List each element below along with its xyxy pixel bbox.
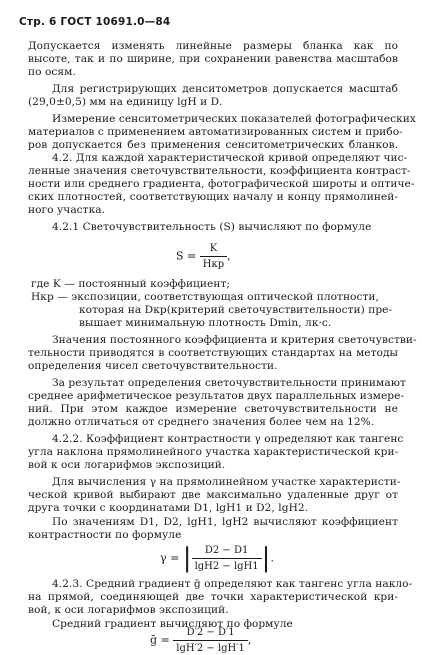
text-line: на прямой, соединяющей две точки характеристической кри- bbox=[28, 591, 398, 603]
text-line: которая на Dкр(критерий светочувствительности) пре- bbox=[79, 304, 393, 316]
text-line: ров допускается без применения сенситометрических бланков. bbox=[28, 139, 398, 151]
text-line: определения чисел светочувствительности. bbox=[28, 360, 278, 372]
text-line: должно отличаться от среднего значения более чем на 12%. bbox=[28, 416, 375, 428]
text-line: материалов с применением автоматизированных систем и прибо- bbox=[28, 126, 403, 138]
formula-mean-gradient: ḡ = $\frac{D'2 - D'1}{\lg H'2 - \lg H'1}$ , bbox=[150, 627, 252, 654]
text-line: угла наклона прямолинейного участка характеристической кри- bbox=[28, 446, 399, 458]
text-line: где K — постоянный коэффициент; bbox=[31, 278, 230, 290]
text-line: За результат определения светочувствительности принимают bbox=[52, 377, 406, 389]
formula-s: S = $\frac{K}{\text{Hкр}}$ , bbox=[176, 243, 231, 270]
text-line: друга точки с координатами D1, lgH1 и D2, lgH2. bbox=[28, 502, 309, 514]
formula-gamma: γ = | $\frac{D2 - D1}{\lg H2 - \lg H1}$ |. bbox=[160, 543, 274, 574]
page-header: Стр. 6 ГОСТ 10691.0—84 bbox=[19, 16, 171, 28]
text-line: ности или среднего градиента, фотографической широты и оптиче- bbox=[28, 178, 415, 190]
text-line: Значения постоянного коэффициента и критерия светочувстви- bbox=[52, 334, 417, 346]
text-line: Измерение сенситометрических показателей фотографических bbox=[52, 113, 416, 125]
text-line: Средний градиент вычисляют по формуле bbox=[52, 618, 293, 630]
text-line: Для вычисления γ на прямолинейном участке характеристи- bbox=[52, 476, 401, 488]
text-line: по осям. bbox=[28, 66, 76, 78]
text-line: Hкр — экспозиции, соответствующая оптической плотности, bbox=[31, 291, 379, 303]
text-line: 4.2.3. Средний градиент ḡ определяют как тангенс угла накло- bbox=[52, 578, 413, 590]
text-line: (29,0±0,5) мм на единицу lgH и D. bbox=[28, 96, 223, 108]
text-line: 4.2. Для каждой характеристической кривой определяют чис- bbox=[52, 152, 408, 164]
text-line: 4.2.2. Коэффициент контрастности γ определяют как тангенс bbox=[52, 433, 404, 445]
text-line: ленные значения светочувствительности, коэффициента контраст- bbox=[28, 165, 411, 177]
text-line: контрастности по формуле bbox=[28, 529, 182, 541]
text-line: 4.2.1 Светочувствительность (S) вычисляют по формуле bbox=[52, 221, 372, 233]
text-line: ческой кривой выбирают две максимально удаленные друг от bbox=[28, 489, 398, 501]
text-line: вышает минимальную плотность Dmin, лк·с. bbox=[79, 317, 332, 329]
text-line: По значениям D1, D2, lgH1, lgH2 вычисляют коэффициент bbox=[52, 516, 398, 528]
text-line: ного участка. bbox=[28, 204, 106, 216]
text-line: ний. При этом каждое измерение светочувствительности не bbox=[28, 403, 398, 415]
text-line: Для регистрирующих денситометров допускается масштаб bbox=[52, 83, 398, 95]
text-line: вой, к оси логарифмов экспозиций. bbox=[28, 604, 229, 616]
text-line: вой к оси логарифмов экспозиций. bbox=[28, 459, 226, 471]
text-line: среднее арифметическое результатов двух параллельных измере- bbox=[28, 390, 405, 402]
text-line: высоте, так и по ширине, при сохранении равенства масштабов bbox=[28, 53, 398, 65]
text-line: Допускается изменять линейные размеры бланка как по bbox=[28, 40, 398, 52]
text-line: тельности приводятся в соответствующих стандартах на методы bbox=[28, 347, 398, 359]
text-line: ских плотностей, соответствующих началу и концу прямолиней- bbox=[28, 191, 398, 203]
